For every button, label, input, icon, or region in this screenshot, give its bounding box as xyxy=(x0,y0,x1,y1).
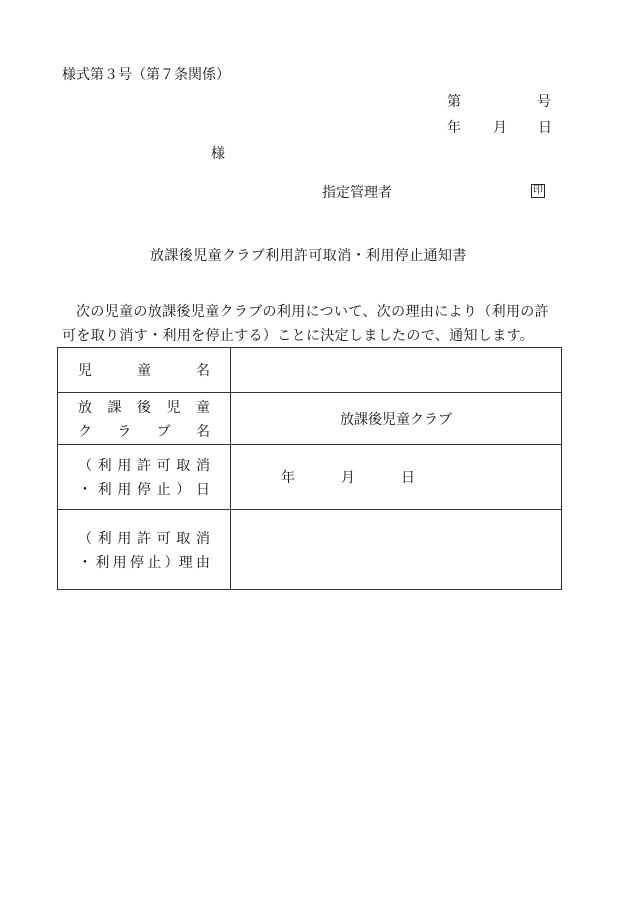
label-char: 用 xyxy=(117,530,132,547)
label-line xyxy=(58,477,230,501)
form-number-label: 様式第３号（第７条関係） xyxy=(62,67,230,83)
issue-date-day: 日 xyxy=(538,120,552,136)
label-line xyxy=(58,358,230,382)
date-year-label: 年 xyxy=(281,470,295,486)
document-number-prefix: 第 xyxy=(447,94,461,110)
value-child-name xyxy=(231,348,562,393)
label-char: 止 xyxy=(156,482,171,498)
label-char: 用 xyxy=(117,482,132,498)
addressee-honorific: 様 xyxy=(211,146,225,162)
notice-body: 次の児童の放課後児童クラブの利用について、次の理由により（利用の許可を取り消す・利用を停止する）ことに決定しましたので、通知します。 xyxy=(62,304,549,344)
document-number-suffix: 号 xyxy=(537,94,551,110)
label-char: 童 xyxy=(137,363,151,379)
label-char: 後 xyxy=(137,399,151,416)
notice-table xyxy=(57,347,562,590)
value-date xyxy=(231,445,562,510)
label-char: 可 xyxy=(156,530,171,547)
label-char: ・ xyxy=(78,482,92,498)
label-char: 日 xyxy=(195,482,210,498)
label-char: 課 xyxy=(107,399,122,416)
document-title: 放課後児童クラブ利用許可取消・利用停止通知書 xyxy=(150,248,467,264)
label-char: 許 xyxy=(136,458,151,474)
table-row-date xyxy=(58,445,562,510)
label-char: 利 xyxy=(97,458,112,474)
label-char: （ xyxy=(78,458,92,474)
label-char: ・ xyxy=(78,554,92,571)
label-char: ラ xyxy=(117,423,132,440)
label-line xyxy=(58,550,230,574)
label-char: 停 xyxy=(136,482,151,498)
label-char: ク xyxy=(78,423,92,440)
label-char: 児 xyxy=(166,399,181,416)
label-char: 名 xyxy=(195,423,210,440)
label-reason xyxy=(58,510,231,590)
label-char: 名 xyxy=(196,363,210,379)
label-char: 利 xyxy=(97,482,112,498)
date-field xyxy=(231,467,561,487)
label-child-name xyxy=(58,348,231,393)
label-line xyxy=(58,526,230,550)
date-day-label: 日 xyxy=(401,470,415,486)
table-row-child-name xyxy=(58,348,562,393)
issue-date-month: 月 xyxy=(493,120,507,136)
label-line xyxy=(58,395,230,419)
label-char: 放 xyxy=(78,399,92,416)
label-char: 許 xyxy=(136,530,151,547)
label-char: ） xyxy=(176,482,191,498)
table-row-reason xyxy=(58,510,562,590)
label-char: 児 xyxy=(78,363,92,379)
label-char: 止 xyxy=(147,554,162,571)
label-char: 取 xyxy=(176,530,191,547)
label-line xyxy=(58,453,230,477)
label-club-name xyxy=(58,393,231,445)
label-char: 取 xyxy=(176,458,191,474)
label-char: 童 xyxy=(196,399,210,416)
value-club-name: 放課後児童クラブ xyxy=(231,393,562,445)
value-reason xyxy=(231,510,562,590)
label-char: 由 xyxy=(195,554,210,571)
label-date xyxy=(58,445,231,510)
label-char: 利 xyxy=(97,530,112,547)
issue-date-year: 年 xyxy=(447,120,461,136)
table-row-club-name xyxy=(58,393,562,445)
date-month-label: 月 xyxy=(341,470,355,486)
label-char: （ xyxy=(78,530,92,547)
label-char: ブ xyxy=(156,423,171,440)
sender-label: 指定管理者 xyxy=(322,185,392,201)
label-char: 停 xyxy=(129,554,144,571)
label-char: 利 xyxy=(95,554,110,571)
label-line xyxy=(58,419,230,443)
label-char: 可 xyxy=(156,458,171,474)
label-char: 用 xyxy=(117,458,132,474)
seal-mark: 印 xyxy=(533,185,543,196)
label-char: 消 xyxy=(195,458,210,474)
label-char: ）理 xyxy=(164,554,193,571)
label-char: 消 xyxy=(195,530,210,547)
label-char: 用 xyxy=(112,554,127,571)
